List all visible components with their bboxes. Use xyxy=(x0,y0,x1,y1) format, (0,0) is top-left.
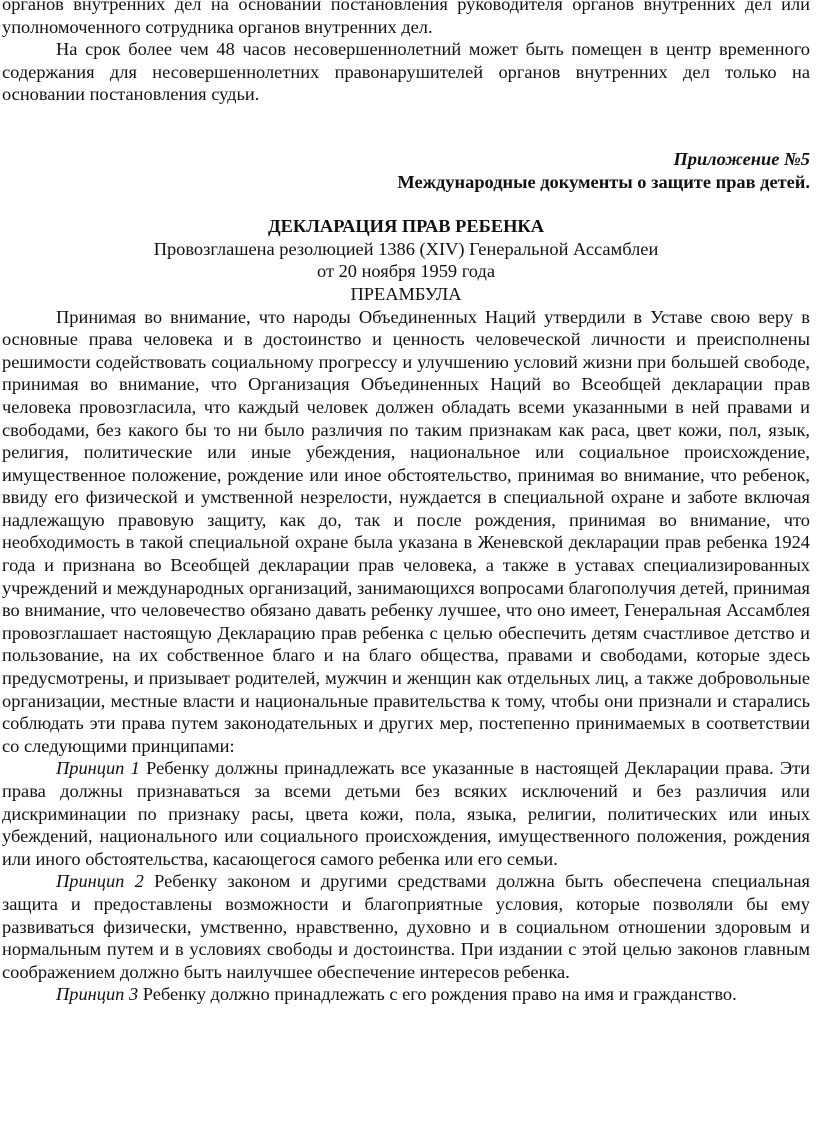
principle-3-text: Ребенку должно принадлежать с его рождения право на имя и гражданство. xyxy=(138,984,737,1005)
declaration-proclaimed: Провозглашена резолюцией 1386 (XIV) Генеральной Ассамблеи xyxy=(153,238,659,259)
principle-1 xyxy=(2,757,810,870)
paragraph-detention-term: На срок более чем 48 часов несовершеннолетний может быть помещен в центр временного содержания для несовершеннолетних правонарушителей органов внутренних дел только на основании постановления судьи. xyxy=(2,39,810,105)
appendix-number: Приложение №5 xyxy=(673,148,810,169)
principle-2-label: Принцип 2 xyxy=(56,871,144,892)
declaration-date: от 20 ноября 1959 года xyxy=(317,261,495,282)
principle-2-text: Ребенку законом и другими средствами должна быть обеспечена специальная защита и предоставлены возможности и благоприятные условия, которые позволяли бы ему развиваться физически, умственно, нравственно, духовно и в социальном отношении здоровым и нормальным путем и в условиях свободы и достоинства. При издании с этой целью законов главным соображением должно быть наилучшее обеспечение интересов ребенка. xyxy=(2,871,810,982)
principle-3 xyxy=(2,983,810,1006)
principle-1-label: Принцип 1 xyxy=(56,758,140,779)
preamble-heading: ПРЕАМБУЛА xyxy=(350,283,462,304)
paragraph-continuation: органов внутренних дел на основании постановления руководителя органов внутренних дел или уполномоченного сотрудника органов внутренних дел. xyxy=(2,0,810,37)
preamble-text: Принимая во внимание, что народы Объединенных Наций утвердили в Уставе свою веру в основные права человека и в достоинство и ценность человеческой личности и преисполнены решимости содействовать социальному прогрессу и улучшению условий жизни при большей свободе, принимая во внимание, что Организация Объединенных Наций во Всеобщей декларации прав человека провозгласила, что каждый человек должен обладать всеми указанными в ней правами и свободами, без какого бы то ни было различия по таким признакам как раса, цвет кожи, пол, язык, религия, политические или иные убеждения, национальное или социальное происхождение, имущественное положение, рождение или иное обстоятельство, принимая во внимание, что ребенок, ввиду его физической и умственной незрелости, нуждается в специальной охране и заботе включая надлежащую правовую защиту, как до, так и после рождения, принимая во внимание, что необходимость в такой специальной охране была указана в Женевской декларации прав ребенка 1924 года и признана во Всеобщей декларации прав человека, а также в уставах специализированных учреждений и международных организаций, занимающихся вопросами благополучия детей, принимая во внимание, что человечество обязано давать ребенку лучшее, что оно имеет, Генеральная Ассамблея провозглашает настоящую Декларацию прав ребенка с целью обеспечить детям счастливое детство и пользование, на их собственное благо и на благо общества, правами и свободами, которые здесь предусмотрены, и призывает родителей, мужчин и женщин как отдельных лиц, а также добровольные организации, местные власти и национальные правительства к тому, чтобы они признали и старались соблюдать эти права путем законодательных и других мер, постепенно принимаемых в соответствии со следующими принципами: xyxy=(2,306,810,756)
principle-3-label: Принцип 3 xyxy=(56,984,139,1005)
spacer xyxy=(2,106,810,148)
spacer xyxy=(2,193,810,215)
principle-2 xyxy=(2,870,810,983)
appendix-subtitle: Международные документы о защите прав детей. xyxy=(397,171,810,192)
principle-1-text: Ребенку должны принадлежать все указанные в настоящей Декларации права. Эти права должны признаваться за всеми детьми без всяких исключений и без различия или дискриминации по признаку расы, цвета кожи, пола, языка, религии, политических или иных убеждений, национального или социального происхождения, имущественного положения, рождения или иного обстоятельства, касающегося самого ребенка или его семьи. xyxy=(2,758,810,869)
declaration-title: ДЕКЛАРАЦИЯ ПРАВ РЕБЕНКА xyxy=(267,216,545,237)
